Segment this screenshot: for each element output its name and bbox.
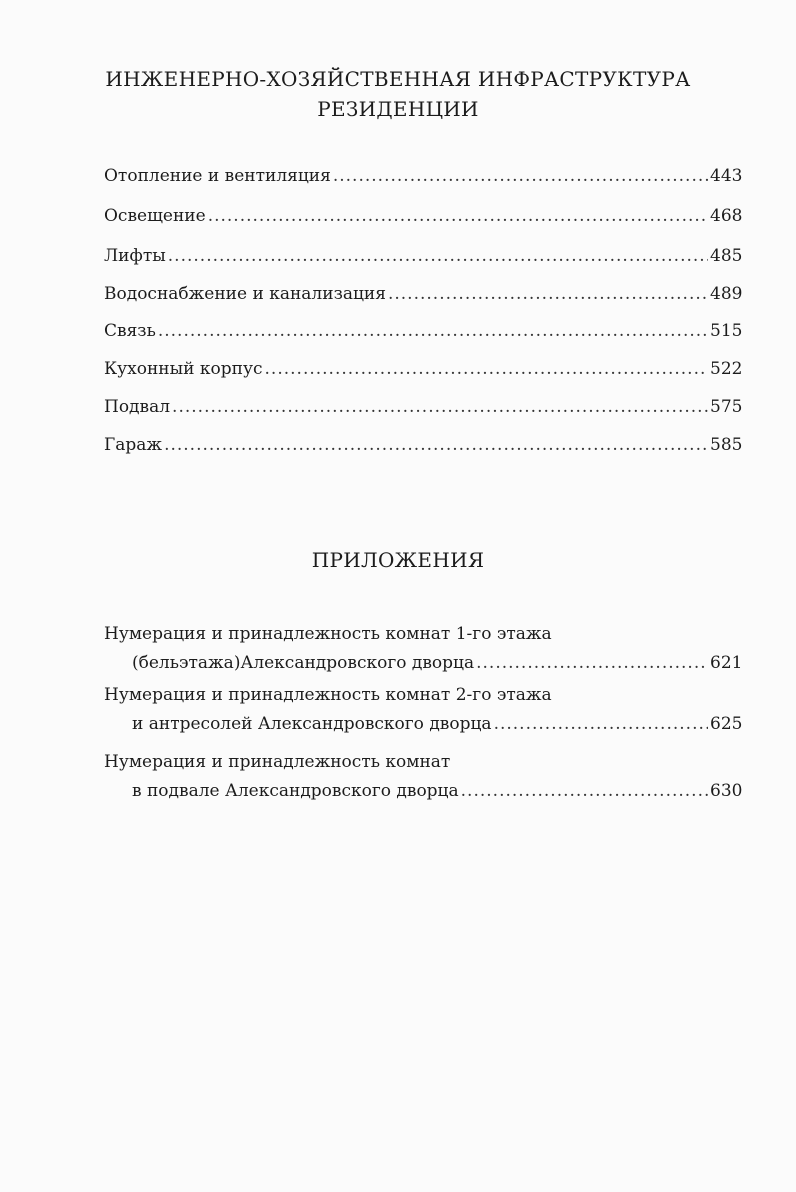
toc-entry[interactable] [104,684,743,735]
toc-entry-page: 515 [710,321,743,341]
section-heading-appendices [0,545,796,575]
toc-entry[interactable] [104,358,743,380]
toc-entry[interactable] [104,396,743,418]
toc-entry-title-line1: Нумерация и принадлежность комнат 2-го этажа [104,685,552,705]
toc-entry-page: 489 [710,284,743,304]
toc-entry-page: 585 [710,435,743,455]
toc-entry-title: Лифты [104,246,166,266]
toc-entry-page: 485 [710,246,743,266]
toc-entry-title-line1: Нумерация и принадлежность комнат 1-го этажа [104,624,552,644]
toc-entry[interactable] [104,283,743,305]
toc-entry-title: Отопление и вентиляция [104,166,331,186]
section-heading-line1: ИНЖЕНЕРНО-ХОЗЯЙСТВЕННАЯ ИНФРАСТРУКТУРА [105,67,691,91]
leader-dots [388,283,708,305]
toc-entry-page: 522 [710,359,743,379]
toc-entry-title-line2: (бельэтажа)Александровского дворца [132,653,475,673]
toc-entry-page: 468 [710,206,743,226]
section-heading-infrastructure [0,64,796,124]
toc-entry[interactable] [104,165,743,187]
section-heading-line2: РЕЗИДЕНЦИИ [317,97,479,121]
toc-entry[interactable] [104,623,743,674]
toc-entry[interactable] [104,245,743,267]
toc-entry-page: 443 [710,166,743,186]
leader-dots [172,396,708,418]
toc-entry-title: Связь [104,321,156,341]
toc-entry-title: Подвал [104,397,171,417]
leader-dots [208,205,708,227]
leader-dots [168,245,708,267]
leader-dots [158,320,708,342]
toc-entry-page: 625 [710,714,743,734]
toc-entry-title-line2: в подвале Александровского дворца [132,781,459,801]
leader-dots [265,358,708,380]
leader-dots [476,652,708,674]
toc-entry-title: Освещение [104,206,206,226]
toc-entry-page: 575 [710,397,743,417]
toc-entry[interactable] [104,320,743,342]
leader-dots [164,434,708,456]
toc-entry[interactable] [104,205,743,227]
toc-entry[interactable] [104,434,743,456]
toc-entry[interactable] [104,751,743,802]
leader-dots [333,165,708,187]
leader-dots [494,713,708,735]
toc-entry-page: 630 [710,781,743,801]
toc-entry-title-line2: и антресолей Александровского дворца [132,714,492,734]
leader-dots [461,780,708,802]
section-heading-title: ПРИЛОЖЕНИЯ [311,548,485,572]
toc-entry-title: Гараж [104,435,163,455]
toc-entry-page: 621 [710,653,743,673]
toc-entry-title: Водоснабжение и канализация [104,284,386,304]
toc-entry-title-line1: Нумерация и принадлежность комнат [104,752,451,772]
toc-entry-title: Кухонный корпус [104,359,263,379]
